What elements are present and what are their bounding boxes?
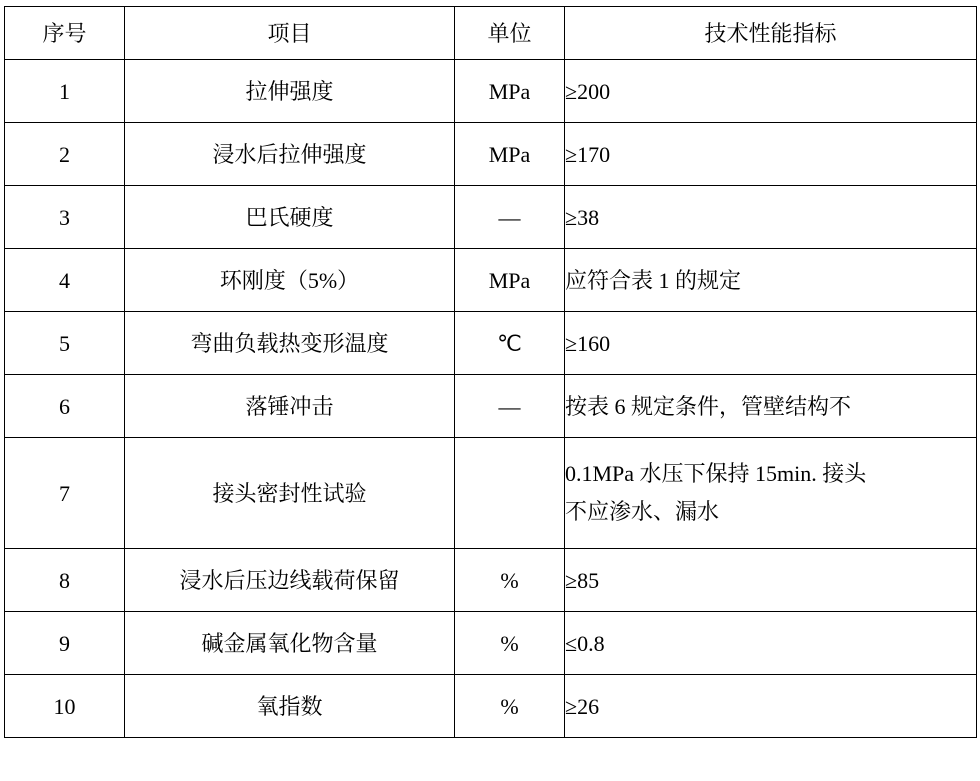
cell-no: 5: [5, 312, 125, 375]
cell-no: 1: [5, 60, 125, 123]
cell-index: ≥170: [565, 123, 977, 186]
cell-item: 巴氏硬度: [125, 186, 455, 249]
cell-no: 7: [5, 438, 125, 549]
cell-item: 浸水后拉伸强度: [125, 123, 455, 186]
cell-item: 拉伸强度: [125, 60, 455, 123]
cell-unit: MPa: [455, 60, 565, 123]
table-row: [5, 612, 977, 675]
cell-index: ≥26: [565, 675, 977, 738]
cell-index-line-1: 0.1MPa 水压下保持 15min. 接头: [565, 460, 867, 486]
table-row: [5, 675, 977, 738]
cell-unit: %: [455, 612, 565, 675]
cell-unit: —: [455, 375, 565, 438]
table-row: [5, 249, 977, 312]
cell-no: 10: [5, 675, 125, 738]
table-row: [5, 186, 977, 249]
column-header-index: 技术性能指标: [565, 7, 977, 60]
column-header-unit: 单位: [455, 7, 565, 60]
cell-no: 3: [5, 186, 125, 249]
cell-index: ≥200: [565, 60, 977, 123]
cell-item: 氧指数: [125, 675, 455, 738]
table-row: [5, 312, 977, 375]
cell-item: 浸水后压边线载荷保留: [125, 549, 455, 612]
cell-index-line-2: 不应渗水、漏水: [565, 499, 720, 524]
column-header-no: 序号: [5, 7, 125, 60]
cell-index: 应符合表 1 的规定: [565, 249, 977, 312]
cell-unit: [455, 438, 565, 549]
table-row: [5, 375, 977, 438]
cell-no: 4: [5, 249, 125, 312]
cell-item: 碱金属氧化物含量: [125, 612, 455, 675]
cell-item: 接头密封性试验: [125, 438, 455, 549]
column-header-item: 项目: [125, 7, 455, 60]
table-row: [5, 438, 977, 549]
cell-unit: —: [455, 186, 565, 249]
cell-item: 弯曲负载热变形温度: [125, 312, 455, 375]
cell-unit: ℃: [455, 312, 565, 375]
cell-index: ≤0.8: [565, 612, 977, 675]
table-row: [5, 123, 977, 186]
cell-no: 8: [5, 549, 125, 612]
cell-index: ≥160: [565, 312, 977, 375]
cell-unit: %: [455, 675, 565, 738]
cell-index: [565, 438, 977, 549]
cell-item: 落锤冲击: [125, 375, 455, 438]
cell-unit: MPa: [455, 123, 565, 186]
cell-index: ≥85: [565, 549, 977, 612]
technical-specification-table: [4, 6, 977, 738]
cell-no: 6: [5, 375, 125, 438]
cell-unit: %: [455, 549, 565, 612]
table-row: [5, 549, 977, 612]
cell-no: 2: [5, 123, 125, 186]
cell-unit: MPa: [455, 249, 565, 312]
cell-item: 环刚度（5%）: [125, 249, 455, 312]
cell-index: 按表 6 规定条件，管壁结构不: [565, 375, 977, 438]
table-row: [5, 60, 977, 123]
cell-no: 9: [5, 612, 125, 675]
table-header-row: [5, 7, 977, 60]
cell-index: ≥38: [565, 186, 977, 249]
